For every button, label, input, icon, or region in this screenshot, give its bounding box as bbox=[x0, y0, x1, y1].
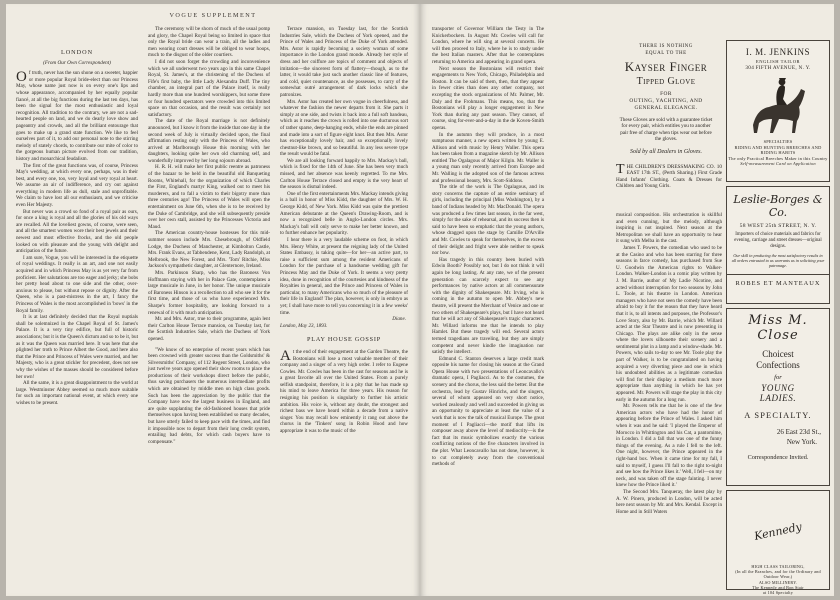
powers-paragraph: musical composition. His orchestration is skillful and even cunning, but the melody, although inspiring is not inspired. Next season at the Metropolitan we shall have an opportunity to hear it sung with Melba in the cast. bbox=[616, 212, 722, 245]
dressmaking-text: THE CHILDREN'S DRESSMAKING CO. 10 EAST 17th ST., (Perth Sharing.) First Grade Hand Infants' Clothing. Coats & Dresses for Children and Young Girls. bbox=[616, 162, 722, 190]
close-confections: Confections bbox=[756, 360, 800, 370]
jenkins-tailor-ad bbox=[726, 40, 830, 182]
powers-paragraph: The Second Mrs. Tanqueray, the latest play by A. W. Pinero, produced in London, will be acted here next season by Mr. and Mrs. Kendal. Except in Home and in Still Waters bbox=[616, 488, 722, 515]
theatre-paragraph: Next season the Bostonians will restrict their engagements to New York, Chicago, Philadelphia and Boston. It can be said of them, then, that they appear in fewer cities than does any other company, not excepting the stock organizations of Mr. Palmer, Mr. Daly and the Frohmans. This means, too, that the Bostonians will play a longer engagement in New York than during any past season. They cannot, of course, sing for-ever-and-a-day in the de Koven-Smith operas. bbox=[432, 65, 544, 131]
middle-paragraph: The date of the Royal marriage is not definitely announced, but I know it from the inside that one day in the second week of July is virtually decided upon, the final affirmation resting only with the Princess of Wales, who arrived at Marlborough House this morning with her daughters, looking quite her own old charming self, and wonderfully improved by her long sojourn abroad. bbox=[148, 118, 270, 164]
powers-column bbox=[616, 212, 722, 594]
right-paragraph: One of the first entertainments Mrs. Mackay intends giving is a ball in honor of Miss Kidd, the daughter of Mrs. W. H. George Kidd, of New York. Miss Kidd was quite the prettiest American debutante at the Queen's Drawing-Room, and is now a recognized belle in Anglo-London circles. Mrs. Mackay's ball will only serve to make her better known, and to further enhance her popularity. bbox=[280, 190, 408, 237]
right-page bbox=[420, 4, 834, 596]
close-choicest: Choicest bbox=[762, 349, 794, 359]
borges-address: 58 WEST 25th STREET, N. Y. bbox=[739, 223, 817, 229]
jenkins-address: 304 FIFTH AVENUE, N. Y. bbox=[745, 65, 811, 71]
kayser-body: These Gloves are sold with a guarantee ticket for every pair, which entitles you to another pair free of charge when tips wear out before the gloves. bbox=[619, 117, 713, 143]
middle-paragraph: Mr. and Mrs. Astor, true to their programme, again lent their Carlton House Terrace mansion, on Tuesday last, for the Scottish Industries Sale, which the Duchess of York opened. bbox=[148, 316, 270, 342]
close-confections-ad bbox=[726, 308, 830, 486]
theatre-paragraph: Edmund C. Stanton deserves a large credit mark opposite his name for closing his season at the Grand Opera House with two presentations of Leoncavallo's dramatic opera, I Pagliacci. As to the costumes, the scenery and the chorus, the less said the better. But the orchestra, lead by Gustav Hinrichs, and the singers, several of whom appeared on very short notice, worked zealously and well and succeeded in giving us an opportunity to appreciate at least the value of a work that is now the talk of musical Europe. The great moment of I Pagliacci—the motif that lifts its composer away above the level of mediocrity—is the fact that its music symbolizes exactly the various conflicting notions of the five characters involved in the plot. What Leoncavallo has not done, however, is to cut completely away from the conventional methods of bbox=[432, 355, 544, 468]
kennedy-footer: HIGH CLASS TAILORING, (In all the Branches, and for the Ordinary and Outdoor Wear,) ALSO MILLINERY. The Kennedy and Bon Stair at 104 Specialty bbox=[735, 564, 821, 596]
close-specialty: A SPECIALTY. bbox=[744, 411, 812, 420]
london-paragraph: Of truth, never has the sun shone on a sweeter, happier or more popular Royal bride-elect than our Princess May, whose name just now is on every one's lips and whose appearance, accompanied by her equally popular fiancé, at all the big functions during the last ten days, has been the signal for the most enthusiastic and loyal recognition. All tradition to the contrary, we are not a sad-hearted people on land, and we do dearly love show and pageantry and crowds, and all the brilliant entourage that goes to make up a grand state function. We like to feel ourselves part of it, to add our personal note to the stirring melody of stately chords, to contribute our mite of color to the gorgeous human picture evolved from our tradition, history and monarchical feudalism. bbox=[16, 69, 138, 162]
middle-paragraph: I did not soon forget the crowding and inconvenience which we all underwent two years ago in this same Chapel Royal, St. James's, at the christening of the Duchess of Fife's first baby, the little Lady Alexandra Duff. The tiny chamber, an integral part of the Palace itself, is really hardly more than one hundred worshippers, but some three or four hundred spectators were crowded into this limited space on that occasion, and the result was certainly not satisfactory. bbox=[148, 58, 270, 118]
theatre-paragraph: In the autumn they will produce, in a most sumptuous manner, a new opera written by young E. Allison and with music by Henry Waller. This opera has been taken from a magazine sketch by Mr. Allison entitled The Ogalagous of Major Kilgin. Mr. Waller is a young man only recently arrived from Europe and Mr. Walling is the adopted son of the famous actress and professional beauty, Mrs. Scott-Siddons. bbox=[432, 131, 544, 184]
powers-paragraph: James T. Powers, the comedian who used to be at the Casino and who has been starring for three seasons in farce comedy, has purchased from Sue U. Goodwin the American rights to Walker-London. Walker-London is a comic play written by J. M. Barrie, author of My Ladie Nicotine, and acted without interruption for two seasons by John L. Toole, at his theatre in London. American managers who have not seen the comedy have been afraid to buy it for the reason that they have heard that it is, to all intents and purposes, the Professor's Love Story, also by Mr. Barrie, which Mr. Willard acted at the Star Theatre and is now presenting in Chicago. The plays are alike only in the sense where the lovers silhouette their scenery and a sentimental plot in a lamp and a window-shade. Mr. Powers, who sails to-day to see Mr. Toole play the part of Walker, is to be congratulated on having acquired a very diverting piece and one in which his undoubted abilities as a legitimate comedian will find for their display a medium much more appropriate than anything in which he has yet appeared. Mr. Powers will stage the play in this city early in the autumn for a long run. bbox=[616, 244, 722, 403]
kennedy-ad bbox=[726, 490, 830, 596]
borges-body: Importers of choice materials and fabrics for evening, carriage and street dresses—original designs. bbox=[734, 232, 822, 249]
kayser-sold: Sold by all Dealers in Gloves. bbox=[630, 148, 702, 155]
right-paragraph: Mrs. Astor has created her own vogue in cheerfulness, and whatever the fashion the newer departs from it. She parts it simply at one side, and twists it back into a full soft bandeau, which as it reaches the crown is rolled into one ducturous sort of rather sparse, deep-hanging ends, while the ends are pinned and made into a sort of figure eight knot. But then Mrs. Astor has exceptionally lovely hair, and so exceptionally lovely chestnut-like brown, and so beautiful. In any less severe type the result would be fatal. bbox=[280, 98, 408, 158]
theatre-column bbox=[432, 26, 544, 576]
borges-ad bbox=[726, 186, 830, 304]
borges-name: Leslie-Borges & Co. bbox=[733, 193, 823, 219]
horse-rider-icon bbox=[743, 75, 813, 137]
london-paragraph: It is at last definitely decided that the Royal nuptials shall be solemnized in the Chapel Royal of St. James's Palace. It is a very tiny edifice, but full of historic associations; but it is the Queen's dictum and so to be it, but as it was the Queen was married here. It was here that she plighted her troth to Prince Albert the Good, and here also that the Prince and Princess of Wales were married, and her Majesty, who is a great stickler for precedent, does not see why the wishes of the masses should be considered before her own! bbox=[16, 314, 138, 380]
close-correspondence: Correspondence Invited. bbox=[747, 454, 809, 461]
gossip-title: PLAY HOUSE GOSSIP bbox=[307, 336, 381, 344]
close-city: New York. bbox=[786, 438, 817, 446]
middle-paragraph: The American country-house hostesses for this mid-summer season include Mrs. Chesebrough, of Oldfield Lodge, the Duchess of Manchester, at Kimbolton Castle, Mrs. Frank Evans, at Tabbendene, Kent, Lady Randolph, at Melbrook, the New Forest, and Mrs. 'Tom' Ritchie, Miss Jackson's sympathetic daughter, at Glenternore, Ireland. bbox=[148, 230, 270, 270]
robes-heading: ROBES ET MANTEAUX bbox=[727, 274, 829, 287]
kayser-glove-ad bbox=[616, 42, 716, 160]
kayser-uses2: OUTING, YACHTING, AND bbox=[629, 98, 703, 104]
kayser-line1: THERE IS NOTHING bbox=[639, 44, 693, 49]
kayser-uses1: FOR bbox=[660, 91, 672, 97]
theatre-paragraph: transporter of Governor William the Testy in The Knickerbockers. In August Mr. Cowles will call for London, where he will sing at several concerts. He will then proceed to Italy, where he is to study under the best Italian masters. After that he contemplates returning to America and appearing in grand opera. bbox=[432, 26, 544, 65]
dressmaking-ad bbox=[616, 164, 722, 208]
right-paragraph: We are all looking forward happily to Mrs. Mackay's ball, which is fixed for the 14th of June. She has been very much missed, and her absence was keenly regretted. To me Mrs. Carlton House Terrace closed and empty is the very heart of the season is dismal indeed. bbox=[280, 157, 408, 191]
middle-paragraph: Mrs. Parkinson Sharp, who has the Baroness Von Hoffmann staying with her in Palace Gate, contemplates a large musicale in June, in her honor. The unique musicale of Baroness Hinson is a recollection to all who see it for the first time, and those of us who have experienced Mrs. Sharpe's former hospitality, are looking forward to a renewal of it with much anticipation. bbox=[148, 269, 270, 316]
close-young: YOUNG bbox=[761, 383, 795, 393]
london-paragraph: But never was a crowd so fond of a royal pair as ours, for once a king is royal and all the glories of his old ways are recalled. All the loveliest gowns, of course, were seen, and all the smartest women wore their best jewels and their newest and most effective frocks, and the old people looked on with pleasure and the young with delight and anticipation of the future. bbox=[16, 208, 138, 255]
jenkins-sub: ENGLISH TAILOR bbox=[755, 59, 801, 64]
london-paragraph: All the same, it is a great disappointment to the world at large. Westminster Abbey seemed so much more suitable for such an important national event, at which every one wishes to be present. bbox=[16, 380, 138, 406]
goldsmiths-quote: "We know of no enterprise of recent years which has been crowned with greater success than the Goldsmiths' & Silversmiths' Company, of 112 Regent Street, London, who just twelve years ago opened their show rooms to place the productions of their workshops direct before the public, thus saving purchasers the numerous intermediate profits which are obtained by middle men on high class goods. Such has been the appreciation by the public that the Company have now the largest business in England, and are quite supplanting the old-fashioned houses that pride themselves upon having been established so many decades, but have utterly failed to keep pace with the times, and find it impossible now to depart from their long credit system, entailing bad debts, for which cash buyers have to compensate." bbox=[148, 346, 270, 445]
magazine-spread bbox=[6, 4, 834, 596]
theatre-paragraph: The title of the work is The Ogalagous, and its story concerns the capture of an entire seminary of girls, including the principal (Miss Washington), by a band of Indians headed by Mr. MacDonald. The opera was produced a few times last season, in the far west, simply for the sake of rehearsal, and its success then is said to have been so emphatic that the young authors, whose dragged upon the stage by Camille D'Arville and Mr. Cowles to speak for themselves, in the excess of their delight and fright were able neither to speak nor bow. bbox=[432, 184, 544, 257]
dropcap-t: T bbox=[616, 162, 625, 177]
right-paragraph: Terrace mansion, on Tuesday last, for the Scottish Industries Sale, which the Duchess of York opened, and the Prince of Wales and Princess of the Duke of York attended. Mrs. Astor is rapidly becoming a society woman of some importance in the London grand monde. Already her style of dress and her coiffure are topics of comment and objects of imitation—the sincerest form of flattery—though, as to the latter, it would take just such another classic line of features, and cold, quiet countenance, as she possesses, to carry of the somewhat outré arrangement of dark locks which she patronizes. bbox=[280, 26, 408, 98]
middle-paragraph: H. R. H. will make her first public reentre as patroness of the bazaar to be held in the beautiful old Banqueting Rooms, Whitehall, for the organization of which Charles the First, England's martyr King, walked out to meet his murderers, and to fall a victim to their bigotry more than three centuries ago! The Princess of Wales will open the entertainment on June 6th, when she is to be received by the Duke of Cambridge, and she will subsequently preside over her own stall, assisted by the Princesses Victoria and Maud. bbox=[148, 164, 270, 230]
close-name: Miss M. Close bbox=[748, 313, 808, 343]
powers-paragraph: Mr. Powers tells me that he is one of the few American actors who have had the honor of appearing before the Prince of Wales. I asked him when it was and he said: 'I played the Emperor of Morocco in Whittington and his Cat, a pantomime, in London. I did a fall that was one of the funny things of the evening. As a rule I fell to the left. One night, however, the Prince appeared in the right-hand box. When it came time for my fall, I said to myself, I guess I'll fall to the right to-night and see how the Prince likes it.' Well, I fell—on my neck, and was taken off the stage fainting. I never knew how the Prince liked it.' bbox=[616, 403, 722, 489]
running-head: VOGUE SUPPLEMENT bbox=[169, 12, 257, 19]
kayser-product: Tipped Glove bbox=[636, 76, 696, 87]
left-page bbox=[6, 4, 420, 596]
kayser-uses3: GENERAL ELEGANCE. bbox=[634, 105, 698, 111]
london-paragraph: The first of the great functions was, of course, Princess May's wedding, at which every one, perhaps, was in their best, and every one, too, very loyal and very royal at heart. We assume an air of indifference, and cry out against everything in modern life as dull, stale and unprofitable. We claim to have lost all our enthusiasm, and we criticise even Her Majesty. bbox=[16, 162, 138, 209]
right-column bbox=[280, 26, 408, 576]
kayser-brand: Kayser Finger bbox=[624, 59, 708, 74]
close-address: 26 East 23d St., bbox=[776, 428, 821, 436]
london-column bbox=[16, 42, 138, 592]
london-subtitle: (From Our Own Correspondent) bbox=[43, 59, 111, 66]
london-paragraph: I am sure, Vogue, you will be interested in the etiquette of royal weddings. It really is an art, and one not easily acquired and in which Princess May is as yet very far from proficient. Her salutations are too eager and jerky; she bobs her pretty head about to one side and the other, over-anxious to please, but without repose or dignity. After the Queen, who is a past-mistress in the art, I fancy the Princess of Wales is the most accomplished in 'bows' in the Royal family. bbox=[16, 254, 138, 314]
signature: Diane. bbox=[392, 316, 406, 323]
close-for: for bbox=[774, 374, 782, 381]
jenkins-name: I. M. JENKINS bbox=[745, 47, 811, 57]
middle-column bbox=[148, 26, 270, 576]
dropcap-a: A bbox=[280, 347, 291, 364]
middle-paragraph: The ceremony will be shorn of much of the usual pomp and glory, the Chapel Royal being so limited in space that only the Royal bride can wear a train, all the ladies and men wearing court dresses will be obliged to wear hoops, much to the disgust of the older courtiers. bbox=[148, 26, 270, 59]
london-title: LONDON bbox=[60, 49, 94, 56]
kayser-line2: EQUAL TO THE bbox=[645, 51, 687, 56]
dateline: London, May 23, 1893. bbox=[280, 322, 328, 329]
theatre-paragraph: Has tragedy in this country been buried with Edwin Booth? Possibly not, but I do not think it will again be long lasting. At any rate, we of the present generation can scarcely expect to see any performances by native actors at all commensurate with the dignity of Shakespeare. Mr. Irving, who is coming in the autumn to open Mr. Abbey's new theatre, will present the Merchant of Venice and one or two others of Shakespeare's plays, but I have not heard that he will act any of Shakespeare's tragic characters. Mr. Willard informs me that he intends to play Hamlet. But these tragedy will end. Several actors termed tragedians are traveling, but they are simply competent and never kindle the imagination nor satisfy the intellect. bbox=[432, 256, 544, 356]
right-paragraph: I hear there is a very laudable scheme on foot, in which Mrs. Henry White, at present the reigning lady of the United States Embassy, is taking quite—for her—an active part, to raise a sufficient sum among the resident Americans of London for the purchase of a handsome wedding gift for Princess May and the Duke of York. It seems a very pretty idea, done in recognition of the courtesies and kindness of the Royalties in general, and the Prince and Princess of Wales in particular, to many Americans who so much of the pleasure of their life in England! The plan, however, is only in embryo as yet; I shall have more to tell you concerning it in a few weeks' time. bbox=[280, 237, 408, 316]
close-ladies: LADIES. bbox=[759, 393, 797, 403]
kennedy-name: Kennedy bbox=[752, 520, 804, 543]
dropcap-o: O bbox=[16, 69, 27, 86]
borges-footer: Our skill in producing the most satisfactory results in all orders entrusted to us warrants us in soliciting your patronage. bbox=[731, 253, 825, 269]
jenkins-footer: SPECIALTIES RIDING AND HUNTING BREECHES AND RIDING HABITS The only Practical Breeches Maker in this Country Self-measurement Card on Application bbox=[728, 139, 828, 167]
gossip-paragraph: At the end of their engagement at the Garden Theatre, the Bostonians will lose a most valuable member of their company and a singer of a very high order. I refer to Eugene Cowles. Mr. Cowles has been in the cast for seasons and he is a great favorite all over the United States. From a purely selfish standpoint, therefore, it is a pity that he has made up his mind to leave America for three years. His reason for resigning his position is singularly to further his artistic ambition. His voice is, without any doubt, the strongest and richest bass we have heard within a decade from a native singer. You may recall how eminently it rang out above the chorus in the 'Tinkers' song in Robin Hood and how appropriate it was to the music of the bbox=[280, 347, 408, 435]
